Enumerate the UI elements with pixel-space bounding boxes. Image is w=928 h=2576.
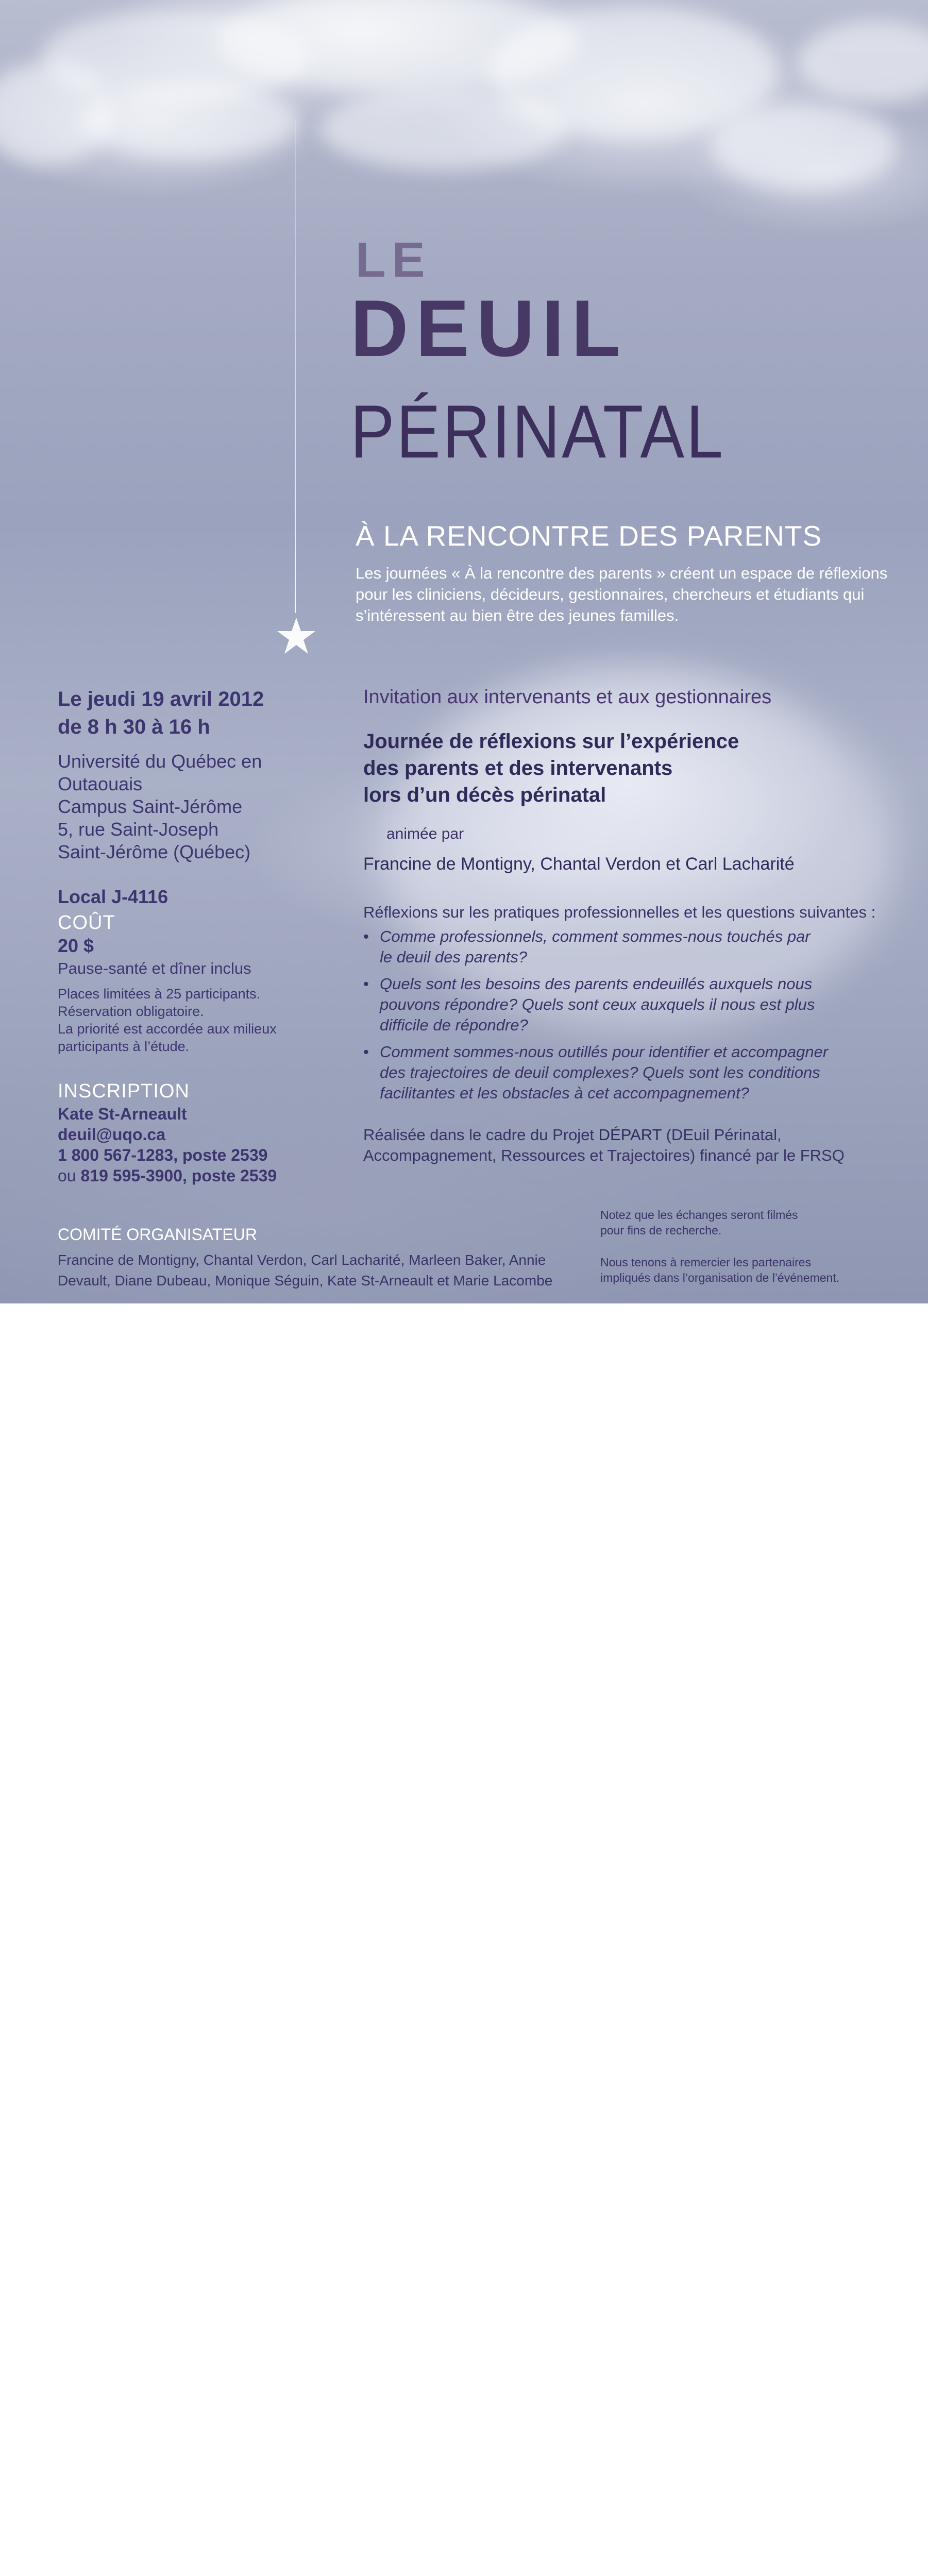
contact-name: Kate St-Arneault <box>58 1105 187 1123</box>
cost-price: 20 $ <box>58 935 94 956</box>
cost-note: Places limitées à 25 participants. <box>58 986 261 1002</box>
star-thread <box>295 118 296 613</box>
contact-phone-1[interactable]: 1 800 567-1283, poste 2539 <box>58 1146 268 1164</box>
star-icon <box>276 616 317 657</box>
journee-title <box>363 728 879 808</box>
bullet: • <box>363 927 369 945</box>
time-line: de 8 h 30 à 16 h <box>58 716 210 738</box>
partner-logos-bar <box>0 1303 928 1391</box>
contact-phone-2[interactable]: 819 595-3900, poste 2539 <box>80 1166 277 1185</box>
animators: Francine de Montigny, Chantal Verdon et Carl Lacharité <box>363 854 795 874</box>
project-name: DÉPART <box>598 1126 662 1144</box>
cloud-shape <box>799 21 928 103</box>
question-item <box>363 926 889 968</box>
date-line: Le jeudi 19 avril 2012 <box>58 688 264 710</box>
funding-line-2: Accompagnement, Ressources et Trajectoires) financé par le FRSQ <box>363 1146 845 1164</box>
funding-line-1 <box>363 1125 879 1145</box>
address-line: Saint-Jérôme (Québec) <box>58 841 251 862</box>
journee-line: des parents et des intervenants <box>363 757 673 779</box>
question-line: pouvons répondre? Quels sont ceux auxquels il nous est plus <box>380 995 815 1013</box>
questions-list <box>363 926 889 1110</box>
note-line: Notez que les échanges seront filmés <box>600 1208 798 1222</box>
title-perinatal: PÉRINATAL <box>350 389 725 473</box>
bullet: • <box>363 1043 369 1061</box>
title-le: LE <box>356 232 431 287</box>
question-line: difficile de répondre? <box>380 1016 528 1034</box>
cloud-shape <box>711 103 897 191</box>
contact-phone-2-line <box>58 1165 277 1186</box>
filming-note <box>600 1207 889 1238</box>
committee-heading: COMITÉ ORGANISATEUR <box>58 1225 257 1244</box>
address-line: Campus Saint-Jérôme <box>58 796 243 817</box>
committee-line: Francine de Montigny, Chantal Verdon, Carl Lacharité, Marleen Baker, Annie <box>58 1252 546 1268</box>
question-item <box>363 974 889 1036</box>
funding-note <box>363 1125 879 1166</box>
note-line: impliqués dans l’organisation de l’événement. <box>600 1271 840 1284</box>
question-line: des trajectoires de deuil complexes? Quels sont les conditions <box>380 1063 820 1081</box>
cost-heading: COÛT <box>58 912 115 934</box>
cost-included: Pause-santé et dîner inclus <box>58 959 251 977</box>
question-line: Comment sommes-nous outillés pour identifier et accompagner <box>380 1043 829 1061</box>
reflexions-intro: Réflexions sur les pratiques professionnelles et les questions suivantes : <box>363 903 876 921</box>
cloud-shape <box>319 88 567 170</box>
note-line: pour fins de recherche. <box>600 1224 722 1237</box>
event-address <box>58 750 262 863</box>
inscription-contact <box>58 1104 277 1186</box>
bullet: • <box>363 975 369 993</box>
question-line: facilitantes et les obstacles à cet accompagnement? <box>380 1084 749 1102</box>
invitation-line: Invitation aux intervenants et aux gestionnaires <box>363 686 772 708</box>
event-date <box>58 685 264 741</box>
committee-line: Devault, Diane Dubeau, Monique Séguin, Kate St-Arneault et Marie Lacombe <box>58 1273 553 1289</box>
animee-par: animée par <box>386 825 464 842</box>
inscription-heading: INSCRIPTION <box>58 1080 190 1102</box>
cost-note: Réservation obligatoire. <box>58 1004 204 1019</box>
cloud-shape <box>82 82 299 160</box>
funding-text: Réalisée dans le cadre du Projet <box>363 1126 599 1144</box>
event-room: Local J-4116 <box>58 886 168 907</box>
question-line: Comme professionnels, comment sommes-nous touchés par <box>380 927 811 945</box>
question-item <box>363 1042 889 1104</box>
funding-text: (DEuil Périnatal, <box>662 1126 782 1144</box>
question-line: le deuil des parents? <box>380 948 528 966</box>
contact-email[interactable]: deuil@uqo.ca <box>58 1125 165 1144</box>
cost-notes <box>58 985 331 1055</box>
address-line: 5, rue Saint-Joseph <box>58 819 219 840</box>
journee-line: Journée de réflexions sur l’expérience <box>363 730 739 753</box>
committee-members <box>58 1250 583 1291</box>
cost-note: participants à l’étude. <box>58 1039 190 1054</box>
address-line: Outaouais <box>58 773 143 794</box>
address-line: Université du Québec en <box>58 751 262 772</box>
cost-note: La priorité est accordée aux milieux <box>58 1021 277 1037</box>
question-line: Quels sont les besoins des parents endeuillés auxquels nous <box>380 975 813 993</box>
intro-text: Les journées « À la rencontre des parents » créent un espace de réflexions pour les cliniciens, décideurs, gestionnaires, chercheurs et étudiants qui s’intéressent au bien être des jeunes familles. <box>356 564 888 624</box>
thanks-note <box>600 1255 889 1285</box>
journee-line: lors d’un décès périnatal <box>363 784 606 806</box>
or-text: ou <box>58 1166 76 1185</box>
note-line: Nous tenons à remercier les partenaires <box>600 1256 812 1269</box>
subtitle: À LA RENCONTRE DES PARENTS <box>356 520 822 552</box>
title-deuil: DEUIL <box>350 284 628 374</box>
